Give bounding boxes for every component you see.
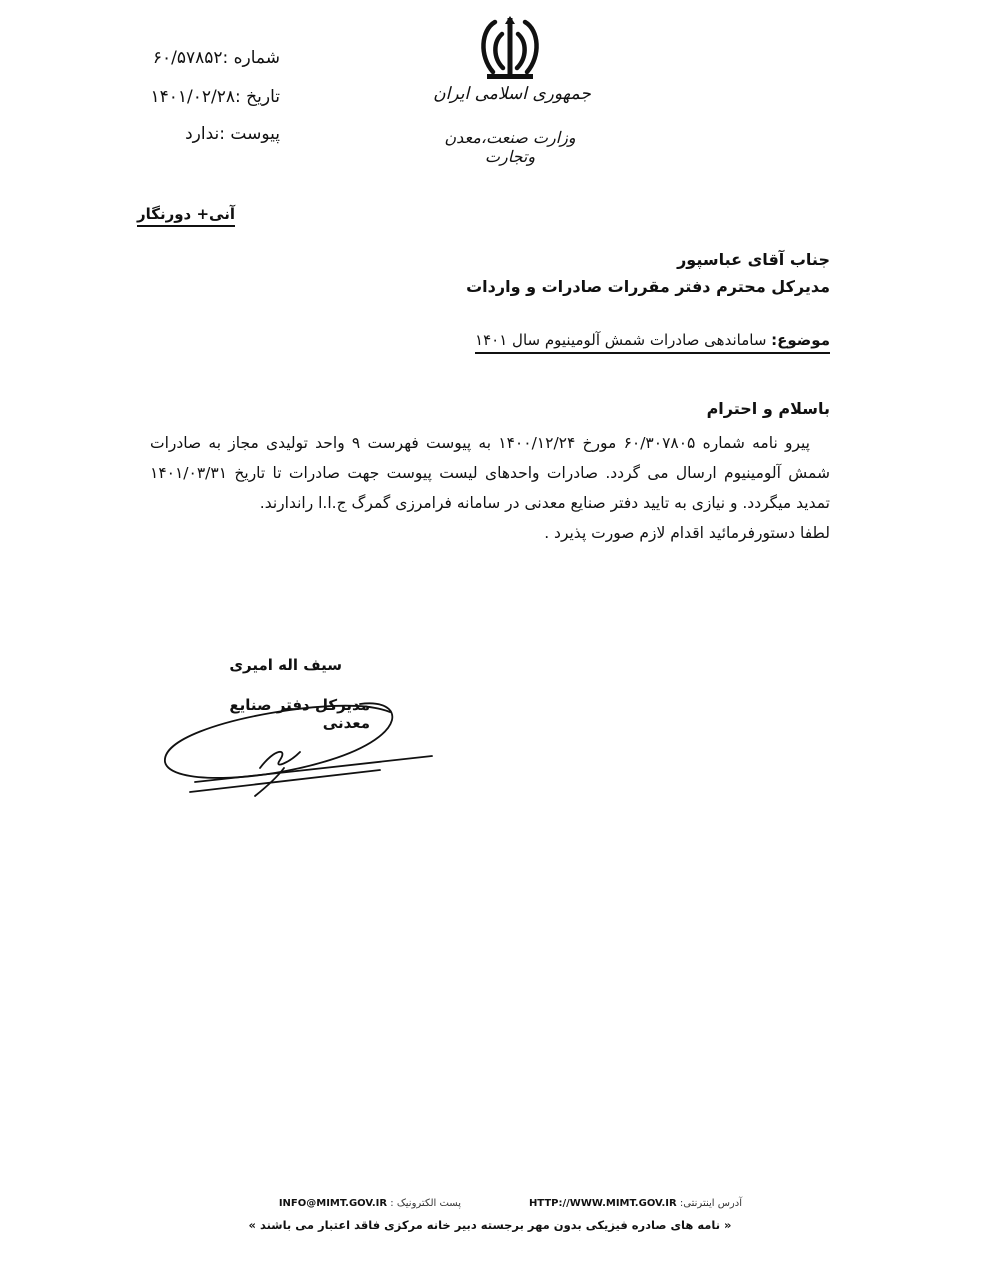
republic-name: جمهوری اسلامی ایران <box>433 84 591 104</box>
footer-email <box>246 1198 461 1209</box>
letter-attachment-label: پیوست : <box>219 124 280 144</box>
footer-email-value: INFO@MIMT.GOV.IR <box>278 1198 388 1209</box>
footer-email-label: پست الکترونیک : <box>390 1198 461 1209</box>
subject-label: موضوع: <box>771 331 830 349</box>
handwritten-signature <box>160 690 440 805</box>
greeting: باسلام و احترام <box>706 399 830 418</box>
letter-attachment-value: ندارد <box>185 124 220 144</box>
footer-website-label: آدرس اینترنتی: <box>679 1198 742 1209</box>
subject-line <box>475 331 830 354</box>
letter-date <box>151 87 280 107</box>
letter-number-label: شماره : <box>222 48 280 68</box>
recipient-name: جناب آقای عباسپور <box>677 250 830 269</box>
signatory-name: سیف اله امیری <box>229 656 342 674</box>
letter-number <box>153 48 280 68</box>
ministry-name: وزارت صنعت،معدن وتجارت <box>444 128 576 166</box>
footer-validity-note: « نامه های صادره فیزیکی بدون مهر برجسته دبیر خانه مرکزی فاقد اعتبار می باشند » <box>248 1218 732 1232</box>
body-closing: لطفا دستورفرمائید اقدام لازم صورت پذیرد . <box>544 524 830 542</box>
letter-number-value: ۶۰/۵۷۸۵۲ <box>152 48 223 68</box>
footer-website-value: HTTP://WWW.MIMT.GOV.IR <box>528 1198 677 1209</box>
body-paragraph: پیرو نامه شماره ۶۰/۳۰۷۸۰۵ مورخ ۱۴۰۰/۱۲/۲۴ به پیوست فهرست ۹ واحد تولیدی مجاز به صادرات شمش آلومینیوم ارسال می گردد. صادرات واحدهای لیست پیوست جهت صادرات تا تاریخ ۱۴۰۱/۰۳/۳۱ تمدید میگردد. و نیازی به تایید دفتر صنایع معدنی در سامانه فرامرزی گمرگ ج.ا.ا راندارند. <box>150 434 830 512</box>
signatory-title: مدیرکل دفتر صنایع معدنی <box>229 696 370 732</box>
footer-website <box>480 1198 742 1209</box>
letter-date-value: ۱۴۰۱/۰۲/۲۸ <box>150 87 236 107</box>
iran-emblem-icon <box>475 12 545 84</box>
letter-attachment <box>185 124 280 144</box>
recipient-title: مدیرکل محترم دفتر مقررات صادرات و واردات <box>466 277 830 296</box>
letter-body <box>150 428 830 548</box>
urgency-note: آنی+ دورنگار <box>137 205 235 227</box>
letter-date-label: تاریخ : <box>235 87 280 107</box>
subject-text: ساماندهی صادرات شمش آلومینیوم سال ۱۴۰۱ <box>475 331 772 349</box>
